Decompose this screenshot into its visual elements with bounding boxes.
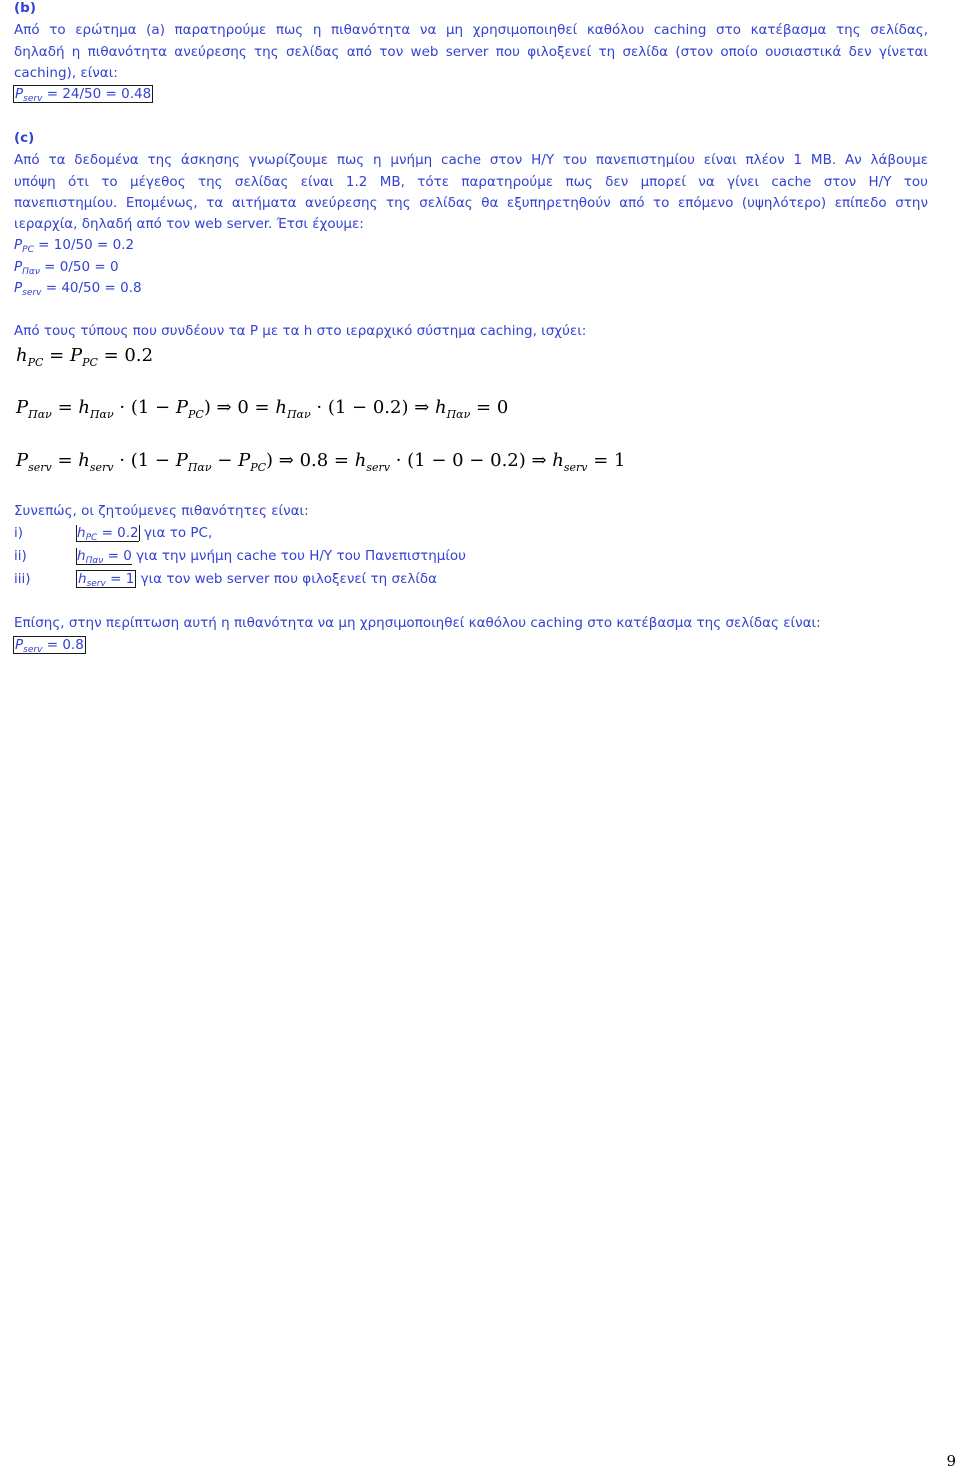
section-c-line-4: ιεραρχία, δηλαδή από τον web server. Έτσι έχουμε: xyxy=(14,216,364,232)
sub-serv: serv xyxy=(86,579,106,589)
var-h: h xyxy=(77,548,86,564)
eq-text: · (1 − xyxy=(113,450,176,471)
item-ii-box xyxy=(76,548,132,565)
section-c-heading: (c) xyxy=(14,130,35,146)
sub-serv: serv xyxy=(22,288,42,298)
section-c-line-3: πανεπιστημίου. Επομένως, τα αιτήματα ανεύρεσης της σελίδας θα εξυπηρετηθούν από το επόμενο (υψηλότερο) επίπεδο στην xyxy=(14,195,928,211)
eq-text: = 0 xyxy=(470,397,509,418)
eq-text: = xyxy=(51,397,79,418)
eq-sub: serv xyxy=(563,461,588,474)
eq-var: h xyxy=(354,450,367,471)
eq-text: · (1 − 0 − 0.2) ⇒ xyxy=(389,450,553,471)
var-p: P xyxy=(15,637,24,653)
section-b-line-1: Από το ερώτημα (a) παρατηρούμε πως η πιθανότητα να μη χρησιμοποιηθεί καθόλου caching στο κατέβασμα της σελίδας, xyxy=(14,22,928,38)
item-value: = 0.2 xyxy=(97,525,139,541)
item-iii-label: iii) xyxy=(14,571,31,587)
eq-text: ) ⇒ 0.8 = xyxy=(266,450,355,471)
eq-sub: Παν xyxy=(89,408,114,421)
equation-2 xyxy=(16,397,508,419)
final-result-box xyxy=(13,636,86,654)
sub-pan: Παν xyxy=(22,267,40,277)
eq-var: h xyxy=(552,450,564,471)
sub-serv: serv xyxy=(23,645,43,655)
eq-var: P xyxy=(16,397,29,418)
eq-text: ) ⇒ 0 = xyxy=(203,397,276,418)
item-i-box xyxy=(76,525,139,542)
conclusion-intro: Συνεπώς, οι ζητούμενες πιθανότητες είναι: xyxy=(14,503,309,519)
p-pan-line: $P_{\Pi\alpha\nu} = 0/50 = 0$ xyxy=(14,259,119,277)
eq-sub: Παν xyxy=(446,408,471,421)
eq-sub: Παν xyxy=(187,461,212,474)
section-b-heading: (b) xyxy=(14,0,37,16)
eq-text: = xyxy=(51,450,79,471)
eq-var: h xyxy=(78,450,90,471)
item-i xyxy=(76,524,212,542)
var-p: P xyxy=(15,86,24,102)
sub-pc: PC xyxy=(85,533,98,543)
sub-pc: PC xyxy=(22,245,34,255)
eq-text: · (1 − xyxy=(113,397,176,418)
p-pan-value: = 0/50 = 0 xyxy=(39,259,119,275)
p-serv-line: $P_{serv} = 40/50 = 0.8$ xyxy=(14,280,142,298)
result-value: = 24/50 = 0.48 xyxy=(42,86,152,102)
eq-sub: PC xyxy=(250,461,267,474)
eq-var: P xyxy=(16,450,29,471)
eq-var: h xyxy=(435,397,447,418)
final-result xyxy=(13,636,86,654)
equation-1 xyxy=(16,345,153,367)
eq-var: P xyxy=(69,345,83,366)
eq-sub: PC xyxy=(27,356,44,369)
item-ii-label: ii) xyxy=(14,548,27,564)
equation-3 xyxy=(16,450,626,472)
var-h: h xyxy=(78,571,87,587)
item-value: = 0 xyxy=(103,548,132,564)
p-pc-value: = 10/50 = 0.2 xyxy=(33,237,135,253)
item-text: για την μνήμη cache του Η/Υ του Πανεπιστημίου xyxy=(131,548,466,564)
var-h: h xyxy=(77,525,86,541)
eq-sub: Παν xyxy=(286,408,311,421)
eq-var: P xyxy=(175,397,188,418)
section-b-result-box xyxy=(13,85,153,103)
eq-var: h xyxy=(78,397,90,418)
p-serv-value: = 40/50 = 0.8 xyxy=(41,280,142,296)
eq-text: = xyxy=(43,345,70,366)
eq-sub: PC xyxy=(82,356,98,369)
eq-sub: serv xyxy=(89,461,114,474)
item-value: = 1 xyxy=(105,571,135,587)
eq-sub: serv xyxy=(366,461,390,474)
eq-text: = 1 xyxy=(587,450,626,471)
eq-text: − xyxy=(211,450,239,471)
eq-sub: Παν xyxy=(28,408,52,421)
page-number: 9 xyxy=(946,1452,956,1470)
eq-sub: serv xyxy=(28,461,52,474)
section-b-line-3: caching), είναι: xyxy=(14,65,118,81)
eq-text: · (1 − 0.2) ⇒ xyxy=(310,397,435,418)
eq-var: P xyxy=(175,450,188,471)
item-ii xyxy=(76,547,466,565)
item-i-label: i) xyxy=(14,525,24,541)
item-text: για το PC, xyxy=(139,525,213,541)
sub-serv: serv xyxy=(23,94,43,104)
section-c-line-1: Από τα δεδομένα της άσκησης γνωρίζουμε πως η μνήμη cache στον Η/Υ του πανεπιστημίου είναι πλέον 1 MB. Αν λάβουμε xyxy=(14,152,928,168)
item-iii xyxy=(76,570,437,588)
section-b-result xyxy=(13,85,153,103)
sub-pan: Παν xyxy=(85,556,104,566)
eq-var: h xyxy=(16,345,28,366)
eq-var: h xyxy=(275,397,287,418)
p-pc-line: $P_{PC} = 10/50 = 0.2$ xyxy=(14,237,135,255)
final-value: = 0.8 xyxy=(42,637,84,653)
eq-var: P xyxy=(238,450,251,471)
item-iii-box xyxy=(76,570,136,588)
item-text: για τον web server που φιλοξενεί τη σελίδα xyxy=(136,571,438,587)
also-line: Επίσης, στην περίπτωση αυτή η πιθανότητα να μη χρησιμοποιηθεί καθόλου caching στο κατέβασμα της σελίδας είναι: xyxy=(14,615,821,631)
eq-text: = 0.2 xyxy=(97,345,154,366)
section-b-line-2: δηλαδή η πιθανότητα ανεύρεσης της σελίδας από τον web server που φιλοξενεί τη σελίδα (στον οποίο ουσιαστικά δεν γίνεται xyxy=(14,44,928,60)
formulas-intro: Από τους τύπους που συνδέουν τα P με τα h στο ιεραρχικό σύστημα caching, ισχύει: xyxy=(14,323,587,339)
eq-sub: PC xyxy=(187,408,204,421)
section-c-line-2: υπόψη ότι το μέγεθος της σελίδας είναι 1.2 MB, τότε παρατηρούμε πως δεν μπορεί να γίνει cache στον Η/Υ του xyxy=(14,174,928,190)
